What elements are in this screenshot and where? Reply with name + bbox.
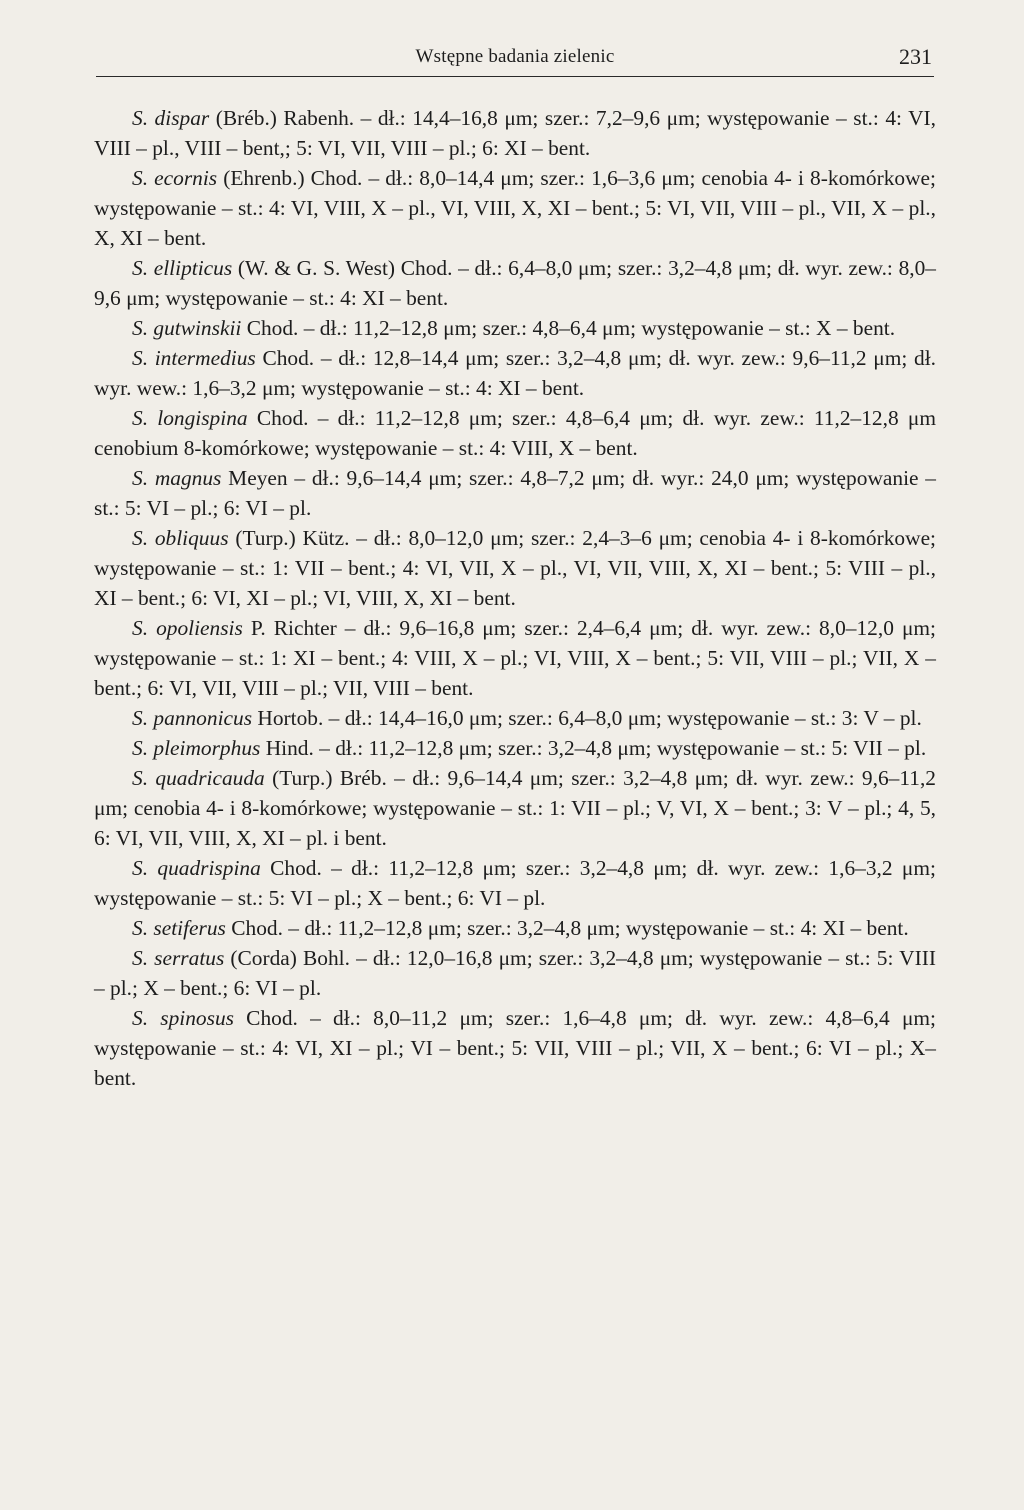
species-name: S. dispar [132,106,210,130]
species-description: (W. & G. S. West) Chod. – dł.: 6,4–8,0 μm; szer.: 3,2–4,8 μm; dł. wyr. zew.: 8,0–9,6 μm; występowanie – st.: 4: XI – bent. [94,256,936,310]
species-name: S. pleimorphus [132,736,261,760]
species-description: Chod. – dł.: 11,2–12,8 μm; szer.: 4,8–6,4 μm; występowanie – st.: X – bent. [241,316,896,340]
species-description: P. Richter – dł.: 9,6–16,8 μm; szer.: 2,4–6,4 μm; dł. wyr. zew.: 8,0–12,0 μm; występowanie – st.: 1: XI – bent.; 4: VIII, X – pl.; VI, VIII, X – bent.; 5: VII, VIII – pl.; VII, X – bent.; 6: VI, VII, VIII – pl.; VII, VIII – bent. [94,616,936,700]
species-entry [94,703,936,733]
species-name: S. ecornis [132,166,218,190]
species-name: S. setiferus [132,916,226,940]
species-description: (Ehrenb.) Chod. – dł.: 8,0–14,4 μm; szer.: 1,6–3,6 μm; cenobia 4- i 8-komórkowe; występowanie – st.: 4: VI, VIII, X – pl., VI, VIII, X, XI – bent.; 5: VI, VII, VIII – pl., VII, X – pl., X, XI – bent. [94,166,936,250]
species-entry [94,1003,936,1093]
species-name: S. pannonicus [132,706,253,730]
species-name: S. quadrispina [132,856,261,880]
species-entry [94,103,936,163]
species-description: Chod. – dł.: 11,2–12,8 μm; szer.: 3,2–4,8 μm; dł. wyr. zew.: 1,6–3,2 μm; występowanie – st.: 5: VI – pl.; X – bent.; 6: VI – pl. [94,856,936,910]
species-description: Chod. – dł.: 12,8–14,4 μm; szer.: 3,2–4,8 μm; dł. wyr. zew.: 9,6–11,2 μm; dł. wyr. wew.: 1,6–3,2 μm; występowanie – st.: 4: XI – bent. [94,346,937,400]
species-entry [94,163,936,253]
species-entry [94,463,936,523]
species-description: (Bréb.) Rabenh. – dł.: 14,4–16,8 μm; szer.: 7,2–9,6 μm; występowanie – st.: 4: VI, VIII – pl., VIII – bent,; 5: VI, VII, VIII – pl.; 6: XI – bent. [94,106,936,160]
species-entry [94,253,936,313]
species-description: (Corda) Bohl. – dł.: 12,0–16,8 μm; szer.: 3,2–4,8 μm; występowanie – st.: 5: VIII – pl.; X – bent.; 6: VI – pl. [94,946,936,1000]
species-description: (Turp.) Kütz. – dł.: 8,0–12,0 μm; szer.: 2,4–3–6 μm; cenobia 4- i 8-komórkowe; występowanie – st.: 1: VII – bent.; 4: VI, VII, X – pl., VI, VII, VIII, X, XI – bent.; 5: VIII – pl., XI – bent.; 6: VI, XI – pl.; VI, VIII, X, XI – bent. [94,526,937,610]
species-name: S. obliquus [132,526,229,550]
species-description: Hortob. – dł.: 14,4–16,0 μm; szer.: 6,4–8,0 μm; występowanie – st.: 3: V – pl. [252,706,922,730]
species-description: Hind. – dł.: 11,2–12,8 μm; szer.: 3,2–4,8 μm; występowanie – st.: 5: VII – pl. [260,736,927,760]
species-entry [94,613,936,703]
species-name: S. opoliensis [132,616,243,640]
species-description: Chod. – dł.: 8,0–11,2 μm; szer.: 1,6–4,8 μm; dł. wyr. zew.: 4,8–6,4 μm; występowanie – st.: 4: VI, XI – pl.; VI – bent.; 5: VII, VIII – pl.; VII, X – bent.; 6: VI – pl.; X– bent. [94,1006,936,1090]
species-entry [94,523,936,613]
species-name: S. gutwinskii [132,316,242,340]
species-list [94,103,936,1093]
species-name: S. magnus [132,466,222,490]
page-number: 231 [899,44,932,69]
species-name: S. quadricauda [132,766,265,790]
running-title: Wstępne badania zielenic [415,46,615,67]
species-description: (Turp.) Bréb. – dł.: 9,6–14,4 μm; szer.: 3,2–4,8 μm; dł. wyr. zew.: 9,6–11,2 μm; cenobia 4- i 8-komórkowe; występowanie – st.: 1: VII – pl.; V, VI, X – bent.; 3: V – pl.; 4, 5, 6: VI, VII, VIII, X, XI – pl. i bent. [94,766,936,850]
species-entry [94,853,936,913]
species-entry [94,913,936,943]
species-entry [94,763,936,853]
species-entry [94,313,936,343]
species-name: S. intermedius [132,346,256,370]
species-name: S. spinosus [132,1006,234,1030]
species-description: Chod. – dł.: 11,2–12,8 μm; szer.: 3,2–4,8 μm; występowanie – st.: 4: XI – bent. [225,916,909,940]
species-entry [94,403,936,463]
species-entry [94,343,936,403]
species-name: S. serratus [132,946,225,970]
species-name: S. ellipticus [132,256,233,280]
running-header [96,40,934,77]
species-name: S. longispina [132,406,248,430]
species-description: Chod. – dł.: 11,2–12,8 μm; szer.: 4,8–6,4 μm; dł. wyr. zew.: 11,2–12,8 μm cenobium 8-komórkowe; występowanie – st.: 4: VIII, X – bent. [94,406,937,460]
species-description: Meyen – dł.: 9,6–14,4 μm; szer.: 4,8–7,2 μm; dł. wyr.: 24,0 μm; występowanie – st.: 5: VI – pl.; 6: VI – pl. [94,466,936,520]
species-entry [94,733,936,763]
species-entry [94,943,936,1003]
